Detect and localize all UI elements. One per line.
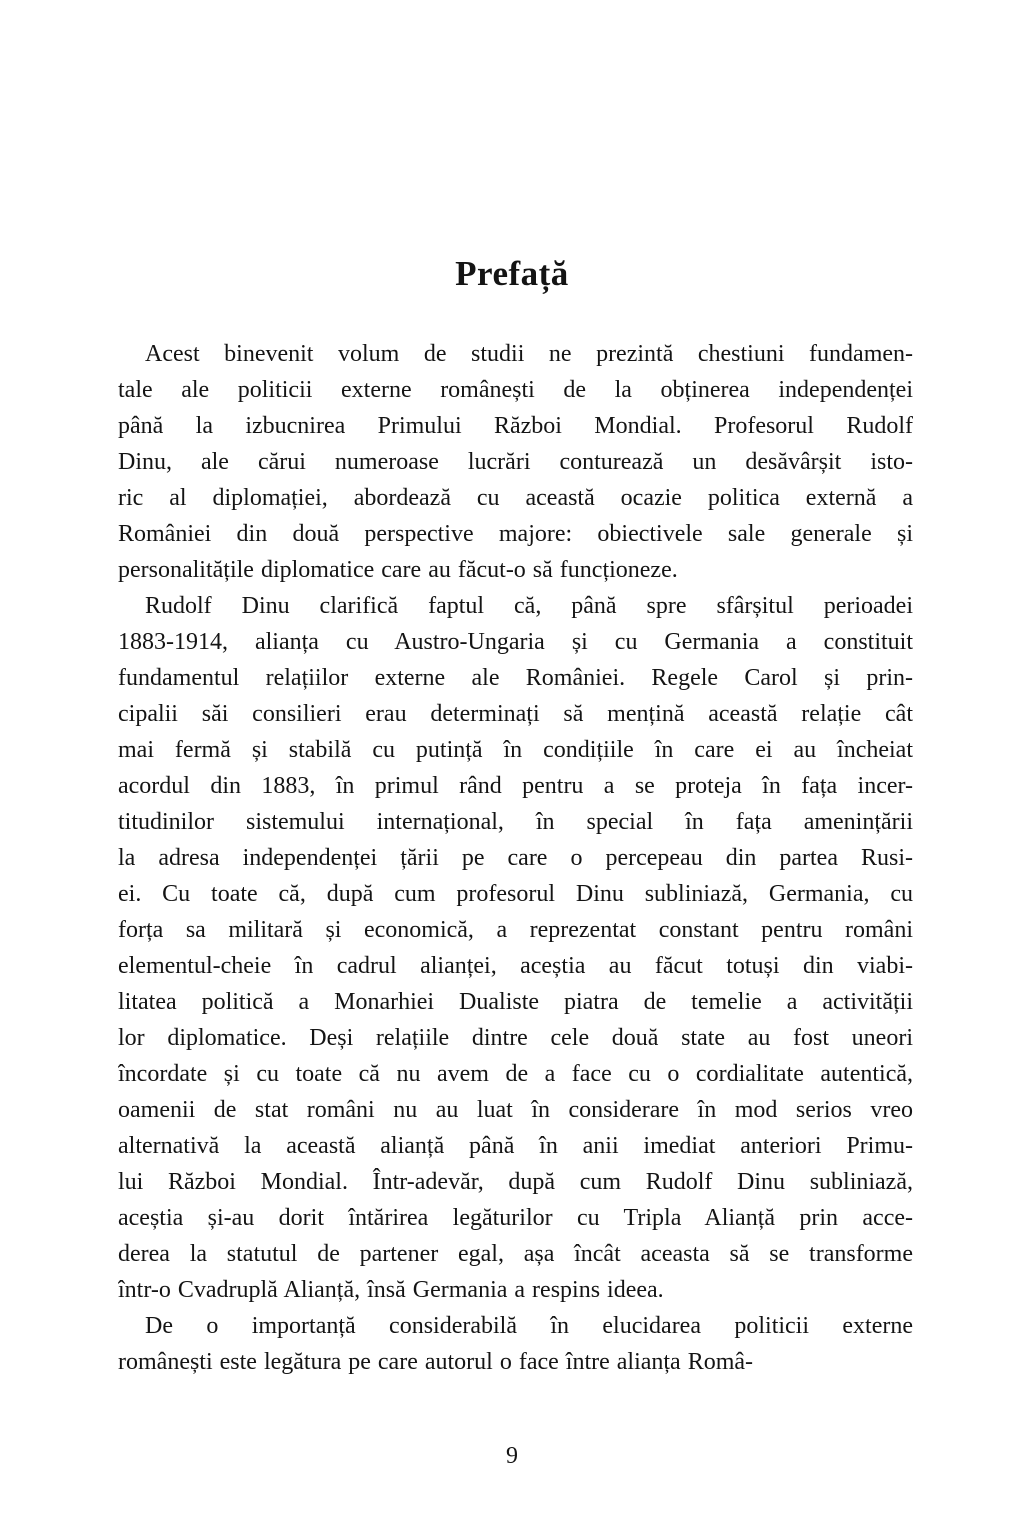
text-line: încordate și cu toate că nu avem de a face cu o cordialitate autentică,	[118, 1061, 913, 1087]
text-line: acordul din 1883, în primul rând pentru a se proteja în fața incer-	[118, 773, 913, 799]
page-title: Prefață	[455, 254, 569, 293]
text-block	[118, 336, 913, 1380]
text-line: mai fermă și stabilă cu putință în condițiile în care ei au încheiat	[118, 737, 913, 763]
text-line: într-o Cvadruplă Alianță, însă Germania a respins ideea.	[118, 1277, 664, 1303]
text-line: titudinilor sistemului internațional, în special în fața amenințării	[118, 809, 913, 835]
text-line: lor diplomatice. Deși relațiile dintre cele două state au fost uneori	[118, 1025, 913, 1051]
text-line: De o importanță considerabilă în elucidarea politicii externe	[145, 1313, 913, 1339]
text-line: aceștia și-au dorit întărirea legăturilor cu Tripla Alianță prin acce-	[118, 1205, 913, 1231]
text-line: ei. Cu toate că, după cum profesorul Dinu subliniază, Germania, cu	[118, 881, 913, 907]
text-line: tale ale politicii externe românești de la obținerea independenței	[118, 377, 913, 403]
text-line: românești este legătura pe care autorul o face între alianța Româ-	[118, 1349, 754, 1375]
text-line: lui Război Mondial. Într-adevăr, după cum Rudolf Dinu subliniază,	[118, 1169, 913, 1195]
text-line: Rudolf Dinu clarifică faptul că, până spre sfârșitul perioadei	[145, 593, 913, 619]
text-line: cipalii săi consilieri erau determinați să mențină această relație cât	[118, 701, 913, 727]
text-line: litatea politică a Monarhiei Dualiste piatra de temelie a activității	[118, 989, 913, 1015]
text-line: personalitățile diplomatice care au făcut-o să funcționeze.	[118, 557, 678, 583]
paragraph	[118, 588, 913, 1308]
text-line: derea la statutul de partener egal, așa încât aceasta să se transforme	[118, 1241, 913, 1267]
text-line: alternativă la această alianță până în anii imediat anteriori Primu-	[118, 1133, 913, 1159]
text-line: la adresa independenței țării pe care o percepeau din partea Rusi-	[118, 845, 913, 871]
text-line: oamenii de stat români nu au luat în considerare în mod serios vreo	[118, 1097, 913, 1123]
page-number: 9	[506, 1443, 518, 1469]
text-line: ric al diplomației, abordează cu această ocazie politica externă a	[118, 485, 913, 511]
paragraph	[118, 336, 913, 588]
text-line: 1883-1914, alianța cu Austro-Ungaria și cu Germania a constituit	[118, 629, 913, 655]
paragraph	[118, 1308, 913, 1380]
text-line: României din două perspective majore: obiectivele sale generale și	[118, 521, 913, 547]
text-line: elementul-cheie în cadrul alianței, aceștia au făcut totuși din viabi-	[118, 953, 913, 979]
text-line: Dinu, ale cărui numeroase lucrări conturează un desăvârșit isto-	[118, 449, 913, 475]
text-line: Acest binevenit volum de studii ne prezintă chestiuni fundamen-	[145, 341, 913, 367]
text-line: până la izbucnirea Primului Război Mondial. Profesorul Rudolf	[118, 413, 913, 439]
text-line: forța sa militară și economică, a reprezentat constant pentru români	[118, 917, 913, 943]
text-line: fundamentul relațiilor externe ale României. Regele Carol și prin-	[118, 665, 913, 691]
